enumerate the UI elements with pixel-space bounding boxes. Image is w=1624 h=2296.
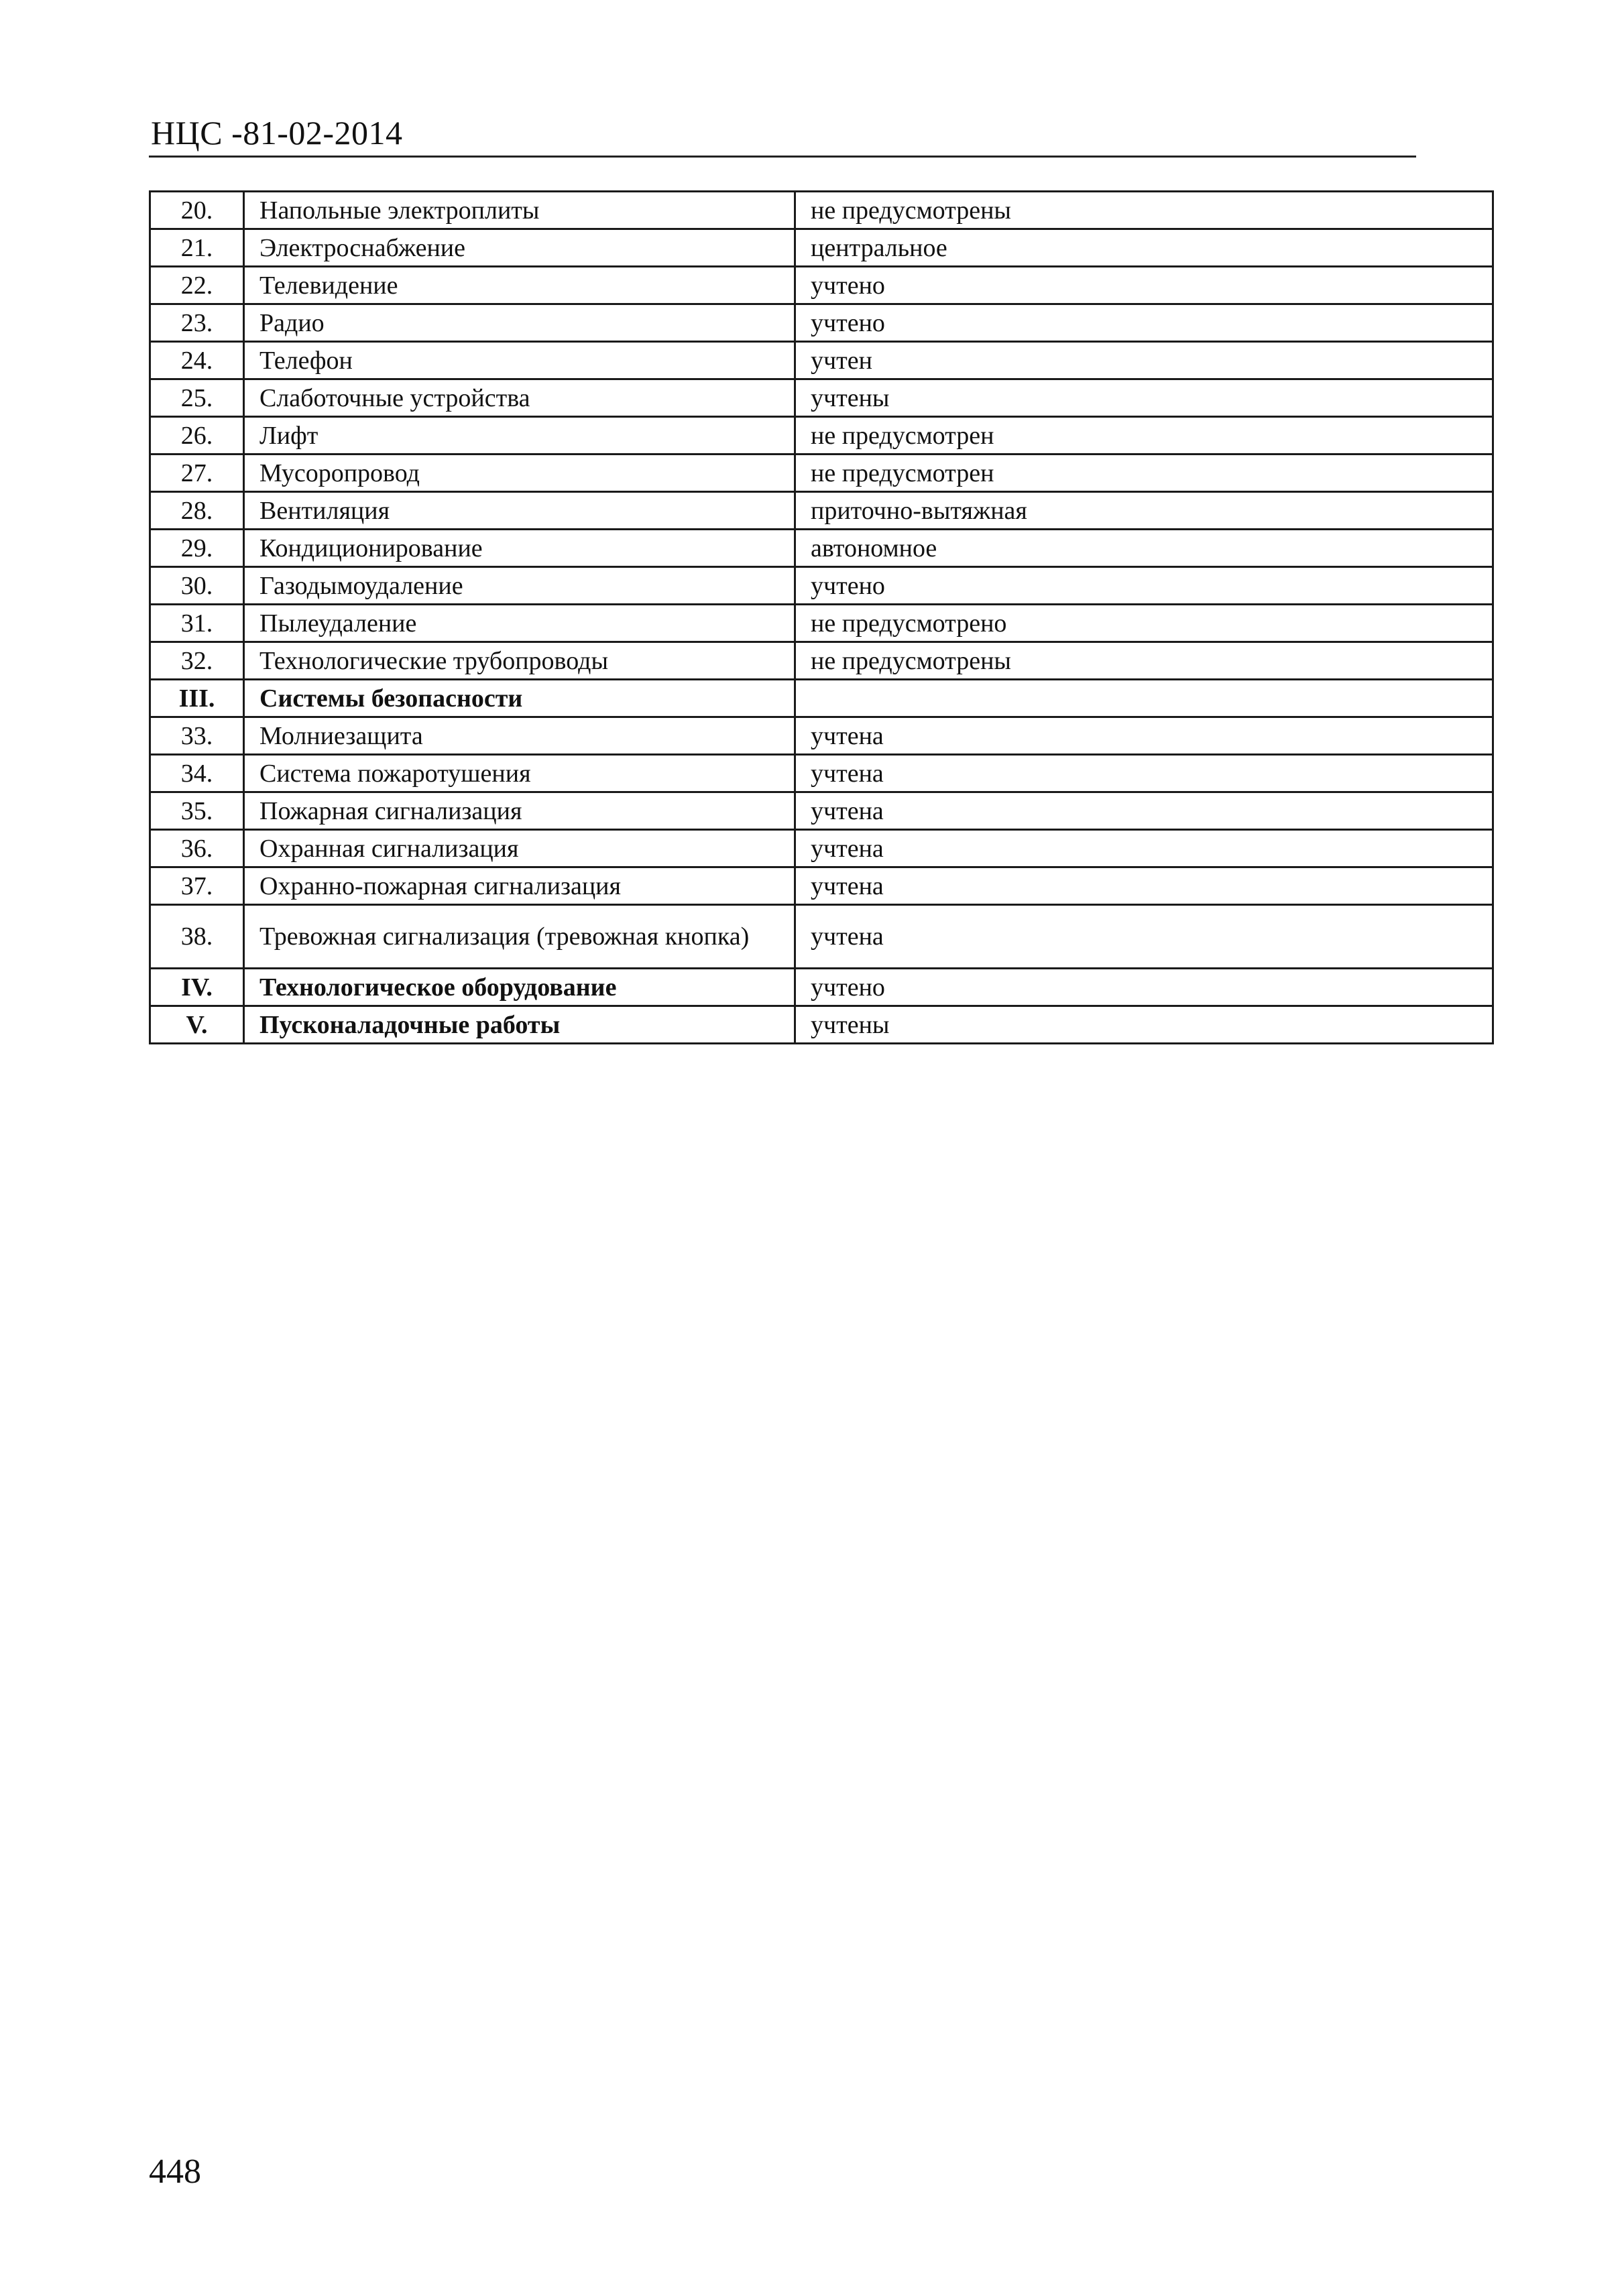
row-value: учтена [795,792,1493,830]
row-name: Газодымоудаление [244,567,795,605]
row-number: 30. [150,567,244,605]
row-name: Молниезащита [244,717,795,755]
row-number: 28. [150,492,244,530]
row-name: Пожарная сигнализация [244,792,795,830]
table-row [150,605,1493,642]
row-number: 26. [150,417,244,455]
table-row [150,905,1493,969]
row-name: Телевидение [244,267,795,304]
section-title: Технологическое оборудование [244,969,795,1006]
row-value: учтена [795,717,1493,755]
table-row [150,192,1493,229]
row-value: учтен [795,342,1493,379]
row-value: учтена [795,867,1493,905]
row-number: 38. [150,905,244,969]
table-row [150,267,1493,304]
row-number: 24. [150,342,244,379]
row-number: 23. [150,304,244,342]
row-number: 21. [150,229,244,267]
row-value: учтены [795,379,1493,417]
table-row [150,792,1493,830]
section-title: Системы безопасности [244,680,795,717]
row-number: 29. [150,530,244,567]
row-value: учтена [795,755,1493,792]
table-row [150,229,1493,267]
row-name: Охранная сигнализация [244,830,795,867]
section-number: IV. [150,969,244,1006]
row-name: Слаботочные устройства [244,379,795,417]
row-number: 20. [150,192,244,229]
row-name: Электроснабжение [244,229,795,267]
row-name: Охранно-пожарная сигнализация [244,867,795,905]
section-value: учтены [795,1006,1493,1044]
table-row [150,717,1493,755]
row-name: Тревожная сигнализация (тревожная кнопка) [244,905,795,969]
table-row [150,492,1493,530]
row-name: Пылеудаление [244,605,795,642]
row-value: учтено [795,267,1493,304]
row-value: учтена [795,830,1493,867]
row-number: 32. [150,642,244,680]
section-number: III. [150,680,244,717]
row-value: приточно-вытяжная [795,492,1493,530]
row-name: Система пожаротушения [244,755,795,792]
section-row [150,680,1493,717]
table-row [150,304,1493,342]
section-number: V. [150,1006,244,1044]
row-value: не предусмотрены [795,192,1493,229]
row-value: центральное [795,229,1493,267]
table-row [150,755,1493,792]
row-number: 33. [150,717,244,755]
row-value: не предусмотрены [795,642,1493,680]
table-row [150,417,1493,455]
row-number: 34. [150,755,244,792]
row-value: автономное [795,530,1493,567]
row-value: учтена [795,905,1493,969]
table-row [150,530,1493,567]
row-number: 31. [150,605,244,642]
row-number: 25. [150,379,244,417]
row-number: 36. [150,830,244,867]
row-name: Технологические трубопроводы [244,642,795,680]
row-name: Кондиционирование [244,530,795,567]
table-row [150,455,1493,492]
table-row [150,830,1493,867]
row-number: 22. [150,267,244,304]
row-name: Радио [244,304,795,342]
row-number: 27. [150,455,244,492]
row-value: не предусмотрен [795,455,1493,492]
section-value: учтено [795,969,1493,1006]
table-row [150,379,1493,417]
table-row [150,867,1493,905]
specification-table [149,190,1494,1044]
table-row [150,567,1493,605]
row-name: Напольные электроплиты [244,192,795,229]
table-row [150,642,1493,680]
section-row [150,1006,1493,1044]
row-name: Мусоропровод [244,455,795,492]
row-value: не предусмотрено [795,605,1493,642]
section-value [795,680,1493,717]
section-title: Пусконаладочные работы [244,1006,795,1044]
row-value: учтено [795,304,1493,342]
row-name: Лифт [244,417,795,455]
page-number: 448 [149,2153,201,2191]
section-row [150,969,1493,1006]
table-row [150,342,1493,379]
row-value: учтено [795,567,1493,605]
page-header [149,109,1416,158]
row-number: 35. [150,792,244,830]
row-name: Телефон [244,342,795,379]
document-code: НЦС -81-02-2014 [151,114,403,152]
row-value: не предусмотрен [795,417,1493,455]
row-name: Вентиляция [244,492,795,530]
row-number: 37. [150,867,244,905]
